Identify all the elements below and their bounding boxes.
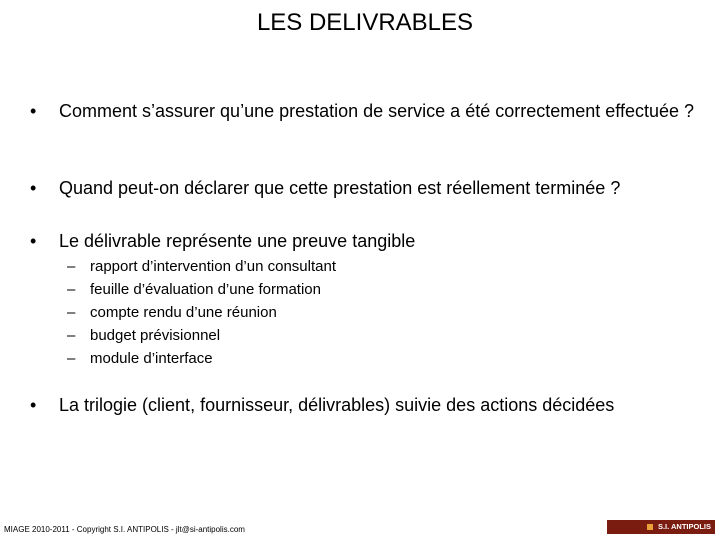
- bullet-text: Comment s’assurer qu’une prestation de service a été correctement effectuée ?: [59, 101, 695, 121]
- sub-dash: –: [67, 327, 76, 344]
- bullet-text: La trilogie (client, fournisseur, délivrables) suivie des actions décidées: [59, 395, 615, 415]
- bullet-text: Quand peut-on déclarer que cette prestation est réellement terminée ?: [59, 178, 621, 198]
- bullet-dot: •: [30, 395, 37, 415]
- sub-item: [67, 304, 467, 327]
- slide-title: LES DELIVRABLES: [256, 9, 474, 36]
- bullet-text: Le délivrable représente une preuve tangible: [59, 231, 416, 251]
- sub-dash: –: [67, 258, 76, 275]
- bullet-dot: •: [30, 178, 37, 198]
- sub-item-text: feuille d’évaluation d’une formation: [90, 281, 321, 298]
- sub-dash: –: [67, 350, 76, 367]
- sub-item-text: rapport d’intervention d’un consultant: [90, 258, 336, 275]
- logo-text: S.I. ANTIPOLIS: [657, 522, 711, 531]
- company-logo: [607, 520, 715, 534]
- bullet-item: [30, 394, 700, 417]
- bullet-item: [30, 230, 700, 253]
- bullet-item: [30, 177, 700, 200]
- sub-item: [67, 327, 467, 350]
- sub-dash: –: [67, 281, 76, 298]
- bullet-dot: •: [30, 101, 37, 121]
- footer-copyright: MIAGE 2010-2011 - Copyright S.I. ANTIPOLIS - jlt@si-antipolis.com: [4, 525, 245, 534]
- bullet-dot: •: [30, 231, 37, 251]
- sub-list: [67, 258, 467, 373]
- sub-item-text: compte rendu d’une réunion: [90, 304, 277, 321]
- sub-item: [67, 350, 467, 373]
- sub-item-text: budget prévisionnel: [90, 327, 221, 344]
- logo-mark-icon: [647, 524, 653, 530]
- sub-item-text: module d’interface: [90, 350, 213, 367]
- bullet-item: [30, 100, 700, 123]
- sub-dash: –: [67, 304, 76, 321]
- sub-item: [67, 258, 467, 281]
- sub-item: [67, 281, 467, 304]
